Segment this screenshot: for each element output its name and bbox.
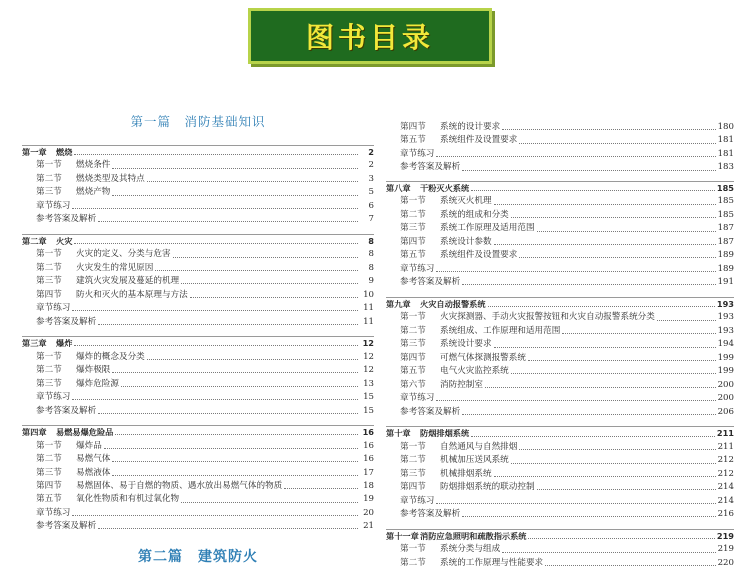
dot-leader — [173, 257, 358, 258]
entry-title: 机械加压送风系统 — [440, 455, 509, 466]
dot-leader — [181, 283, 358, 284]
entry-title: 系统的设计要求 — [440, 122, 501, 132]
page-number: 20 — [363, 507, 374, 518]
page-number: 194 — [717, 339, 734, 350]
toc-section-entry[interactable] — [386, 481, 734, 494]
entry-number: 第二节 — [400, 325, 426, 336]
toc-chapter-entry[interactable] — [386, 530, 734, 543]
toc-left-column — [22, 0, 374, 568]
page-number: 21 — [363, 521, 374, 532]
dot-leader — [147, 181, 358, 182]
entry-number: 第三节 — [36, 187, 62, 198]
entry-number: 第一节 — [36, 249, 62, 260]
entry-number: 第三章 — [22, 338, 47, 349]
dot-leader — [485, 387, 716, 388]
dot-leader — [72, 310, 358, 311]
toc-section-entry[interactable] — [386, 311, 734, 324]
entry-title: 系统工作原理及适用范围 — [440, 223, 535, 234]
toc-section-entry[interactable] — [386, 468, 734, 481]
entry-title: 消防控制室 — [440, 379, 483, 390]
entry-title: 火灾自动报警系统 — [420, 299, 486, 309]
toc-right-column — [386, 0, 734, 568]
entry-number: 第一节 — [400, 196, 426, 207]
entry-title: 易燃固体、易于自燃的物质、遇水放出易燃气体的物质 — [76, 480, 283, 491]
dot-leader — [98, 413, 358, 414]
toc-section-entry[interactable] — [22, 467, 374, 480]
dot-leader — [519, 143, 715, 144]
toc-exercise-entry[interactable] — [22, 200, 374, 213]
entry-title: 章节练习 — [400, 495, 435, 506]
entry-number: 第五节 — [36, 494, 62, 505]
page-number: 18 — [363, 480, 374, 491]
entry-title: 火灾 — [56, 235, 73, 246]
page-number: 200 — [717, 393, 734, 404]
page-number: 180 — [717, 122, 734, 132]
page-number: 15 — [363, 405, 374, 416]
page-number: 193 — [717, 325, 734, 336]
page-number: 17 — [363, 467, 374, 478]
entry-title: 火灾的定义、分类与危害 — [76, 249, 171, 260]
page-number: 15 — [363, 392, 374, 403]
dot-leader — [528, 538, 714, 539]
dot-leader — [471, 190, 715, 191]
dot-leader — [436, 156, 715, 157]
toc-chapter-entry[interactable] — [386, 427, 734, 440]
page-number: 212 — [717, 468, 734, 479]
dot-leader — [112, 195, 358, 196]
page-number: 220 — [717, 557, 734, 568]
entry-number: 第四节 — [400, 352, 426, 363]
entry-title: 系统的工作原理与性能要求 — [440, 557, 544, 568]
entry-number: 第五节 — [400, 135, 426, 146]
page-number: 199 — [717, 366, 734, 377]
entry-title: 氧化性物质和有机过氧化物 — [76, 494, 180, 505]
toc-section-entry[interactable] — [386, 352, 734, 365]
page-number: 185 — [716, 183, 734, 193]
entry-number: 第二节 — [36, 365, 62, 376]
entry-title: 防烟排烟系统 — [420, 428, 470, 439]
entry-number: 第四节 — [400, 122, 426, 132]
entry-title: 燃烧 — [56, 147, 73, 157]
entry-number: 第一节 — [36, 160, 62, 171]
page-number: 189 — [717, 250, 734, 261]
page-number: 10 — [363, 289, 374, 300]
entry-title: 易燃气体 — [76, 454, 111, 465]
toc-chapter-entry[interactable] — [22, 235, 374, 248]
page-number: 11 — [363, 303, 374, 314]
page-number: 193 — [717, 312, 734, 323]
dot-leader — [462, 516, 715, 517]
page-number: 216 — [717, 509, 734, 520]
entry-number: 第六节 — [400, 379, 426, 390]
toc-exercise-entry[interactable] — [386, 263, 734, 276]
dot-leader — [545, 565, 715, 566]
banner-title: 图书目录 — [305, 21, 434, 54]
dot-leader — [488, 306, 715, 307]
dot-leader — [155, 270, 358, 271]
entry-title: 消防应急照明和疏散指示系统 — [420, 531, 527, 541]
page-number: 214 — [717, 495, 734, 506]
entry-title: 系统灭火机理 — [440, 196, 492, 207]
dot-leader — [112, 168, 358, 169]
page-number: 12 — [363, 365, 374, 376]
part-title: 第二篇 建筑防火 — [138, 549, 258, 565]
page-number: 185 — [717, 196, 734, 207]
toc-section-entry[interactable] — [386, 195, 734, 208]
dot-leader — [74, 345, 358, 346]
toc-section-entry[interactable] — [386, 209, 734, 222]
toc-exercise-entry[interactable] — [22, 405, 374, 418]
page-number: 12 — [363, 351, 374, 362]
toc-section-entry[interactable] — [22, 440, 374, 453]
toc-chapter-entry[interactable] — [22, 337, 374, 350]
toc-section-entry[interactable] — [386, 365, 734, 378]
entry-number: 第三节 — [400, 223, 426, 234]
dot-leader — [502, 552, 715, 553]
entry-title: 干粉灭火系统 — [420, 183, 470, 193]
dot-leader — [511, 217, 716, 218]
dot-leader — [494, 204, 716, 205]
dot-leader — [462, 414, 715, 415]
entry-title: 系统组件及设置要求 — [440, 135, 518, 146]
page-number: 206 — [717, 406, 734, 417]
toc-section-entry[interactable] — [22, 480, 374, 493]
entry-number: 第一章 — [22, 147, 47, 157]
entry-number: 第四节 — [36, 480, 62, 491]
dot-leader — [72, 399, 358, 400]
page-number: 16 — [362, 427, 374, 438]
page-number: 214 — [717, 482, 734, 493]
page-number: 219 — [717, 544, 734, 555]
dot-leader — [494, 476, 716, 477]
toc-exercise-entry[interactable] — [22, 520, 374, 533]
page-number: 211 — [716, 428, 734, 439]
entry-number: 第一节 — [400, 312, 426, 323]
entry-title: 章节练习 — [36, 392, 71, 403]
part-title: 第一篇 消防基础知识 — [130, 114, 266, 129]
entry-number: 第一节 — [36, 351, 62, 362]
dot-leader — [112, 475, 358, 476]
entry-title: 参考答案及解析 — [400, 162, 461, 173]
dot-leader — [537, 231, 716, 232]
page-number: 6 — [368, 200, 374, 211]
entry-number: 第四章 — [22, 427, 47, 438]
toc-exercise-entry[interactable] — [386, 392, 734, 405]
toc-section-entry[interactable] — [22, 173, 374, 186]
entry-title: 参考答案及解析 — [36, 214, 97, 225]
toc-section-entry[interactable] — [386, 454, 734, 467]
entry-title: 系统分类与组成 — [440, 544, 501, 555]
entry-title: 燃烧产物 — [76, 187, 111, 198]
toc-exercise-entry[interactable] — [22, 213, 374, 226]
toc-section-entry[interactable] — [386, 236, 734, 249]
entry-number: 第五节 — [400, 250, 426, 261]
page-number: 5 — [368, 187, 374, 198]
entry-title: 机械排烟系统 — [440, 468, 492, 479]
page-number: 19 — [363, 494, 374, 505]
page-number: 187 — [717, 223, 734, 234]
entry-number: 第三节 — [36, 378, 62, 389]
entry-number: 第三节 — [36, 467, 62, 478]
page-number: 187 — [717, 236, 734, 247]
dot-leader — [436, 271, 715, 272]
page-number: 8 — [368, 249, 374, 260]
toc-section-entry[interactable] — [386, 121, 734, 134]
dot-leader — [74, 154, 358, 155]
entry-number: 第二节 — [400, 455, 426, 466]
page-number: 7 — [368, 214, 374, 225]
entry-title: 燃烧类型及其特点 — [76, 173, 145, 184]
dot-leader — [112, 461, 358, 462]
toc-exercise-entry[interactable] — [22, 316, 374, 329]
page-number: 189 — [717, 263, 734, 274]
dot-leader — [519, 449, 715, 450]
entry-number: 第四节 — [400, 236, 426, 247]
entry-number: 第三节 — [36, 276, 62, 287]
toc-exercise-entry[interactable] — [386, 148, 734, 161]
entry-number: 第二章 — [22, 235, 47, 246]
toc-section-entry[interactable] — [22, 378, 374, 391]
entry-number: 第二节 — [36, 173, 62, 184]
entry-title: 火灾探测器、手动火灾报警按钮和火灾自动报警系统分类 — [440, 312, 655, 323]
toc-section-entry[interactable] — [386, 222, 734, 235]
dot-leader — [657, 320, 716, 321]
dot-leader — [104, 448, 358, 449]
page-number: 2 — [368, 160, 374, 171]
page-number: 185 — [717, 209, 734, 220]
toc-section-entry[interactable] — [386, 441, 734, 454]
dot-leader — [537, 489, 716, 490]
page-number: 8 — [368, 262, 374, 273]
page-number: 12 — [362, 338, 374, 349]
entry-number: 第三节 — [400, 468, 426, 479]
dot-leader — [511, 373, 716, 374]
toc-section-entry[interactable] — [22, 289, 374, 302]
dot-leader — [74, 243, 358, 244]
dot-leader — [121, 386, 358, 387]
entry-title: 爆炸品 — [76, 440, 102, 451]
toc-exercise-entry[interactable] — [22, 507, 374, 520]
dot-leader — [284, 488, 358, 489]
page-number: 183 — [717, 162, 734, 173]
entry-number: 第二节 — [400, 557, 426, 568]
entry-title: 参考答案及解析 — [36, 521, 97, 532]
toc-section-entry[interactable] — [386, 543, 734, 556]
entry-title: 章节练习 — [400, 393, 435, 404]
toc-chapter-entry[interactable] — [22, 426, 374, 439]
entry-title: 章节练习 — [400, 263, 435, 274]
page-number: 8 — [368, 235, 374, 246]
dot-leader — [112, 372, 358, 373]
dot-leader — [462, 284, 715, 285]
entry-number: 第九章 — [386, 299, 411, 309]
entry-title: 爆炸的概念及分类 — [76, 351, 145, 362]
dot-leader — [181, 502, 358, 503]
entry-title: 系统组成、工作原理和适用范围 — [440, 325, 561, 336]
entry-title: 章节练习 — [36, 507, 71, 518]
page-number: 16 — [363, 454, 374, 465]
entry-number: 第二节 — [400, 209, 426, 220]
toc-section-entry[interactable] — [386, 325, 734, 338]
dot-leader — [190, 297, 358, 298]
entry-title: 爆炸极限 — [76, 365, 111, 376]
page-number: 212 — [717, 455, 734, 466]
toc-section-entry[interactable] — [22, 493, 374, 506]
page-number: 200 — [717, 379, 734, 390]
page-number: 11 — [363, 316, 374, 327]
entry-title: 参考答案及解析 — [400, 406, 461, 417]
dot-leader — [72, 208, 358, 209]
page-number: 9 — [368, 276, 374, 287]
entry-title: 系统设计要求 — [440, 339, 492, 350]
dot-leader — [147, 359, 358, 360]
page-number: 219 — [716, 531, 734, 541]
page-number: 193 — [716, 299, 734, 309]
toc-exercise-entry[interactable] — [22, 302, 374, 315]
toc-section-entry[interactable] — [22, 262, 374, 275]
toc-chapter-entry[interactable] — [386, 182, 734, 195]
dot-leader — [462, 170, 715, 171]
page-number: 13 — [363, 378, 374, 389]
dot-leader — [436, 503, 715, 504]
toc-exercise-entry[interactable] — [22, 391, 374, 404]
entry-title: 易燃易爆危险品 — [56, 427, 114, 438]
page-number: 3 — [368, 173, 374, 184]
toc-section-entry[interactable] — [386, 338, 734, 351]
entry-title: 参考答案及解析 — [400, 277, 461, 288]
entry-number: 第五节 — [400, 366, 426, 377]
dot-leader — [494, 244, 716, 245]
dot-leader — [115, 434, 358, 435]
toc-section-entry[interactable] — [22, 248, 374, 261]
entry-title: 系统设计参数 — [440, 236, 492, 247]
toc-exercise-entry[interactable] — [386, 161, 734, 174]
dot-leader — [98, 528, 358, 529]
toc-exercise-entry[interactable] — [386, 406, 734, 419]
dot-leader — [98, 324, 358, 325]
entry-title: 章节练习 — [400, 148, 435, 159]
entry-number: 第四节 — [400, 482, 426, 493]
entry-title: 爆炸 — [56, 338, 73, 349]
dot-leader — [494, 347, 716, 348]
entry-number: 第二节 — [36, 454, 62, 465]
toc-section-entry[interactable] — [22, 186, 374, 199]
entry-title: 爆炸危险源 — [76, 378, 119, 389]
entry-number: 第一节 — [400, 544, 426, 555]
page-number: 2 — [368, 147, 374, 157]
entry-number: 第四节 — [36, 289, 62, 300]
entry-number: 第八章 — [386, 183, 411, 193]
toc-chapter-entry[interactable] — [22, 146, 374, 159]
toc-section-entry[interactable] — [22, 275, 374, 288]
toc-section-entry[interactable] — [22, 159, 374, 172]
entry-title: 系统的组成和分类 — [440, 209, 509, 220]
entry-title: 防烟排烟系统的联动控制 — [440, 482, 535, 493]
entry-title: 电气火灾监控系统 — [440, 366, 509, 377]
toc-exercise-entry[interactable] — [386, 508, 734, 521]
dot-leader — [528, 360, 716, 361]
dot-leader — [502, 129, 715, 130]
toc-section-entry[interactable] — [386, 249, 734, 262]
toc-exercise-entry[interactable] — [386, 495, 734, 508]
entry-title: 参考答案及解析 — [36, 405, 97, 416]
toc-exercise-entry[interactable] — [386, 276, 734, 289]
page-number: 181 — [717, 148, 734, 159]
entry-title: 章节练习 — [36, 303, 71, 314]
entry-number: 第二节 — [36, 262, 62, 273]
entry-title: 参考答案及解析 — [36, 316, 97, 327]
toc-section-entry[interactable] — [22, 364, 374, 377]
entry-number: 第三节 — [400, 339, 426, 350]
entry-number: 第一节 — [400, 441, 426, 452]
dot-leader — [562, 333, 715, 334]
dot-leader — [511, 463, 716, 464]
toc-section-entry[interactable] — [22, 351, 374, 364]
page-number: 181 — [717, 135, 734, 146]
dot-leader — [471, 436, 715, 437]
entry-title: 建筑火灾发展及蔓延的机理 — [76, 276, 180, 287]
dot-leader — [436, 400, 715, 401]
page-number: 16 — [363, 440, 374, 451]
page-number: 191 — [717, 277, 734, 288]
dot-leader — [519, 257, 715, 258]
dot-leader — [72, 515, 358, 516]
entry-number: 第十章 — [386, 428, 411, 439]
entry-title: 章节练习 — [36, 200, 71, 211]
toc-section-entry[interactable] — [22, 453, 374, 466]
entry-title: 易燃液体 — [76, 467, 111, 478]
entry-title: 参考答案及解析 — [400, 509, 461, 520]
entry-title: 燃烧条件 — [76, 160, 111, 171]
page-number: 199 — [717, 352, 734, 363]
entry-title: 自然通风与自然排烟 — [440, 441, 518, 452]
entry-title: 系统组件及设置要求 — [440, 250, 518, 261]
page-number: 211 — [717, 441, 734, 452]
entry-title: 防火和灭火的基本原理与方法 — [76, 289, 188, 300]
entry-title: 火灾发生的常见原因 — [76, 262, 154, 273]
toc-section-entry[interactable] — [386, 379, 734, 392]
toc-chapter-entry[interactable] — [386, 298, 734, 311]
entry-number: 第十一章 — [386, 531, 419, 541]
toc-section-entry[interactable] — [386, 557, 734, 570]
entry-number: 第一节 — [36, 440, 62, 451]
dot-leader — [98, 221, 358, 222]
entry-title: 可燃气体探测报警系统 — [440, 352, 526, 363]
toc-section-entry[interactable] — [386, 134, 734, 147]
